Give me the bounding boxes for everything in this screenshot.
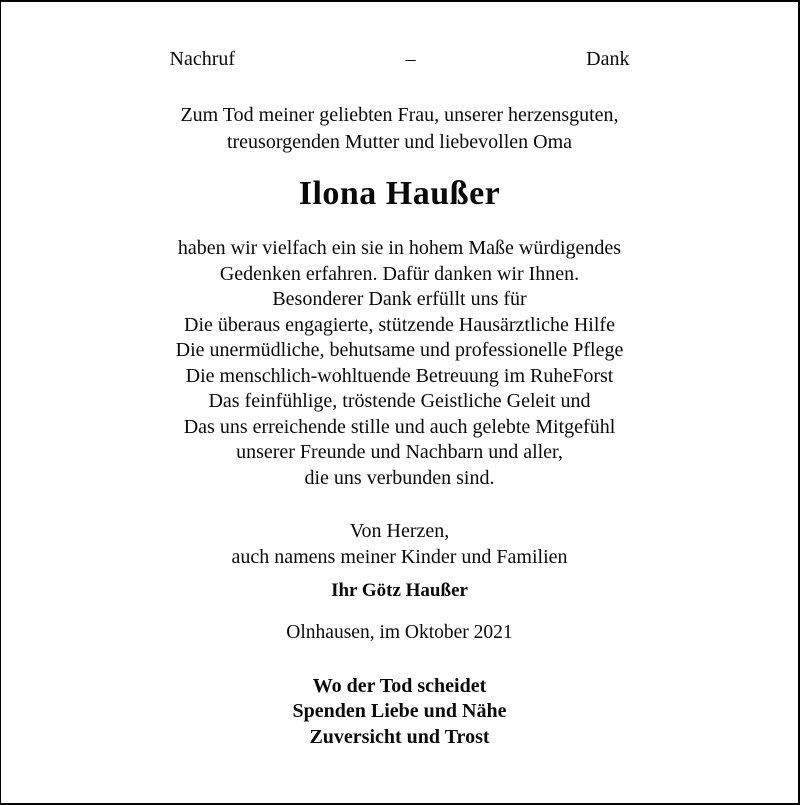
notice-column (170, 46, 630, 750)
motto-line: Wo der Tod scheidet (312, 675, 487, 697)
closing-block (170, 519, 630, 570)
body-line: Die unermüdliche, behutsame und professionelle Pflege (175, 339, 624, 361)
body-line: haben wir vielfach ein sie in hohem Maße würdigendes (177, 237, 622, 259)
thanks-body-block (170, 236, 630, 491)
header-right-label: Dank (586, 48, 630, 70)
body-line: Besonderer Dank erfüllt uns für (272, 288, 527, 310)
body-line: Das uns erreichende stille und auch gelebte Mitgefühl (183, 415, 616, 438)
header-left-label: Nachruf (169, 48, 236, 70)
intro-line: treusorgenden Mutter und liebevollen Oma (226, 131, 573, 153)
header-row (170, 46, 630, 73)
body-line: Das feinfühlige, tröstende Geistliche Geleit und (208, 390, 591, 412)
motto-block (170, 674, 630, 750)
intro-line: Zum Tod meiner geliebten Frau, unserer herzensguten, (180, 104, 619, 126)
signature: Ihr Götz Haußer (331, 580, 468, 601)
body-line: Gedenken erfahren. Dafür danken wir Ihnen. (219, 262, 580, 285)
motto-line: Spenden Liebe und Nähe (292, 700, 507, 723)
intro-block (170, 102, 630, 156)
body-line: die uns verbunden sind. (304, 466, 495, 489)
header-separator-dash: – (405, 48, 416, 70)
closing-line: Von Herzen, (349, 520, 450, 542)
body-line: unserer Freunde und Nachbarn und aller, (236, 441, 563, 463)
deceased-name: Ilona Haußer (298, 175, 501, 212)
body-line: Die überaus engagierte, stützende Hausärztliche Hilfe (184, 313, 615, 336)
body-line: Die menschlich-wohltuende Betreuung im RuheForst (185, 364, 614, 387)
dateline: Olnhausen, im Oktober 2021 (286, 622, 513, 643)
closing-line: auch namens meiner Kinder und Familien (231, 545, 568, 568)
motto-line: Zuversicht und Trost (309, 725, 490, 748)
